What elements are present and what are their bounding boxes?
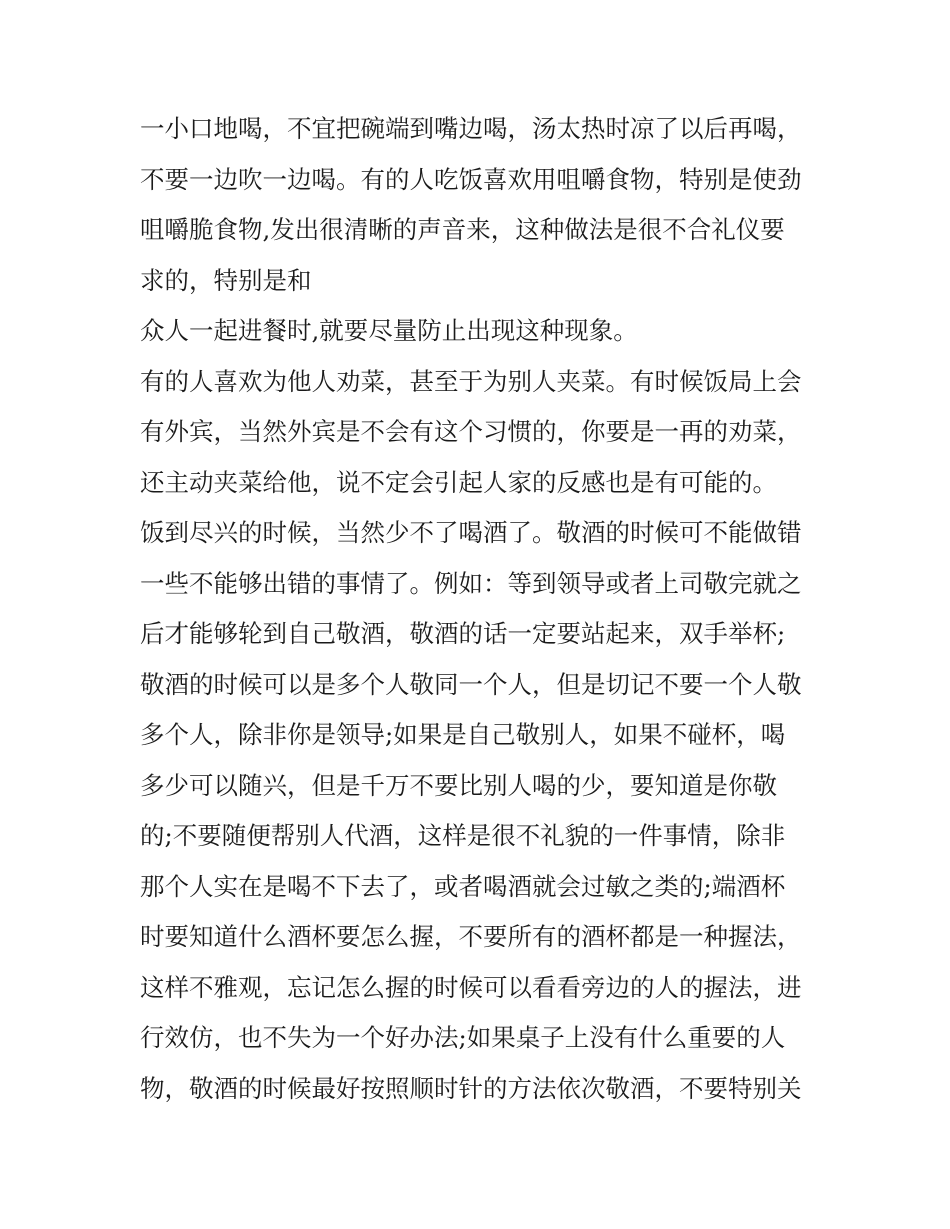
text-line-10: 一些不能够出错的事情了。例如：等到领导或者上司敬完就之: [140, 568, 802, 598]
text-line-19: 行效仿，也不失为一个好办法;如果桌子上没有什么重要的人: [140, 1023, 786, 1052]
text-line-11: 后才能够轮到自己敬酒，敬酒的话一定要站起来，双手举杯;: [140, 619, 786, 648]
text-line-2: 不要一边吹一边喝。有的人吃饭喜欢用咀嚼食物，特别是使劲: [140, 164, 802, 194]
text-line-18: 这样不雅观，忘记怎么握的时候可以看看旁边的人的握法，进: [140, 972, 802, 1002]
text-line-3: 咀嚼脆食物,发出很清晰的声音来，这种做法是很不合礼仪要: [140, 215, 785, 244]
text-line-13: 多个人，除非你是领导;如果是自己敬别人，如果不碰杯，喝: [140, 720, 786, 749]
text-line-12: 敬酒的时候可以是多个人敬同一个人，但是切记不要一个人敬: [140, 669, 802, 699]
text-line-8: 还主动夹菜给他，说不定会引起人家的反感也是有可能的。: [140, 467, 777, 497]
text-line-20: 物，敬酒的时候最好按照顺时针的方法依次敬酒，不要特别关: [140, 1073, 802, 1103]
body-text: [140, 104, 830, 1114]
text-line-6: 有的人喜欢为他人劝菜，甚至于为别人夹菜。有时候饭局上会: [140, 366, 802, 396]
text-line-4: 求的，特别是和: [140, 265, 312, 295]
text-line-15: 的;不要随便帮别人代酒，这样是很不礼貌的一件事情，除非: [140, 821, 786, 850]
text-line-7: 有外宾，当然外宾是不会有这个习惯的，你要是一再的劝菜，: [140, 417, 802, 446]
text-line-17: 时要知道什么酒杯要怎么握，不要所有的酒杯都是一种握法，: [140, 922, 802, 951]
text-line-1: 一小口地喝，不宜把碗端到嘴边喝，汤太热时凉了以后再喝，: [140, 114, 802, 143]
text-line-16: 那个人实在是喝不下去了，或者喝酒就会过敏之类的;端酒杯: [140, 871, 786, 901]
text-line-5: 众人一起进餐时,就要尽量防止出现这种现象。: [140, 316, 638, 345]
text-line-14: 多少可以随兴，但是千万不要比别人喝的少，要知道是你敬: [140, 770, 777, 800]
text-line-9: 饭到尽兴的时候，当然少不了喝酒了。敬酒的时候可不能做错: [140, 518, 802, 547]
